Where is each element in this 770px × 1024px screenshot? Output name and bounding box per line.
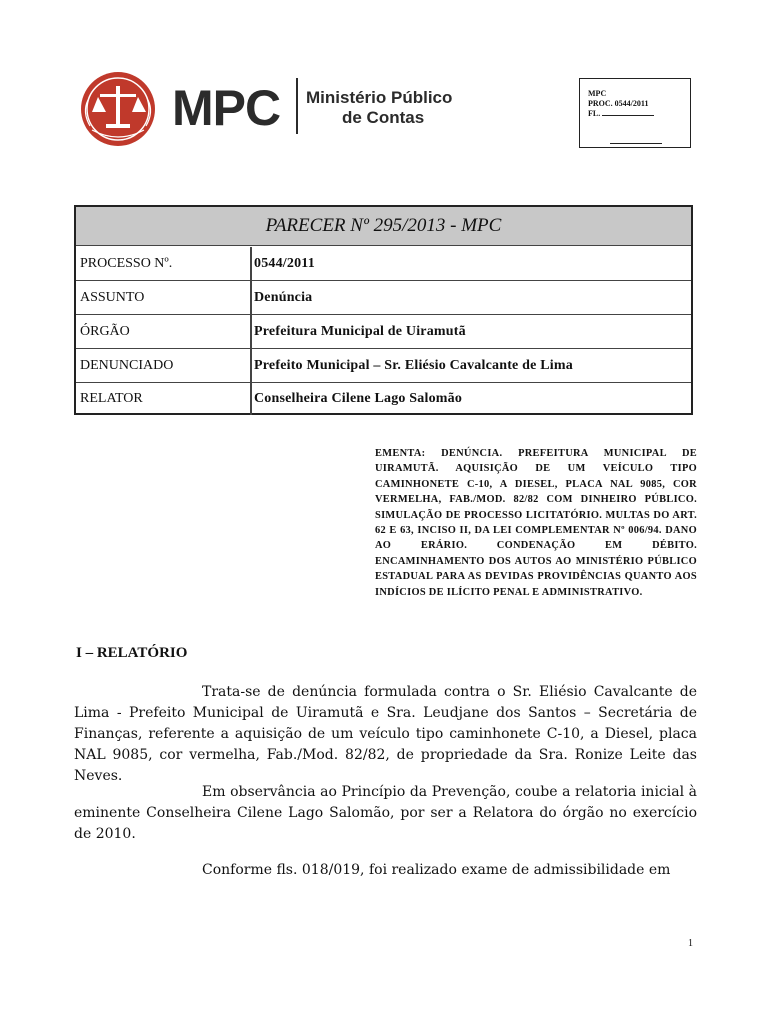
seal-icon — [76, 70, 160, 148]
column-divider — [250, 281, 252, 314]
table-row-orgao — [76, 315, 691, 349]
stamp-fl-label: FL. — [588, 109, 601, 118]
column-divider — [250, 247, 252, 280]
logo-divider — [296, 78, 298, 134]
logo-mark: MPC — [172, 80, 281, 136]
table-row-assunto — [76, 281, 691, 315]
table-row-processo — [76, 247, 691, 281]
ementa-summary: EMENTA: DENÚNCIA. PREFEITURA MUNICIPAL DE UIRAMUTÃ. AQUISIÇÃO DE UM VEÍCULO TIPO CAMINHONETE C-10, A DIESEL, PLACA NAL 9085, COR VERMELHA, FAB./MOD. 82/82 COM DINHEIRO PÚBLICO. SIMULAÇÃO DE PROCESSO LICITATÓRIO. MULTAS DO ART. 62 E 63, INCISO II, DA LEI COMPLEMENTAR Nº 006/94. DANO AO ERÁRIO. CONDENAÇÃO EM DÉBITO. ENCAMINHAMENTO DOS AUTOS AO MINISTÉRIO PÚBLICO ESTADUAL PARA AS DEVIDAS PROVIDÊNCIAS QUANTO AOS INDÍCIOS DE ILÍCITO PENAL E ADMINISTRATIVO. — [375, 448, 697, 598]
row-value: 0544/2011 — [254, 256, 315, 271]
paragraph-text: Conforme fls. 018/019, foi realizado exame de admissibilidade em — [202, 862, 671, 878]
row-value: Prefeito Municipal – Sr. Eliésio Cavalcante de Lima — [254, 358, 573, 373]
body-paragraph-3 — [74, 860, 697, 881]
body-paragraph-1 — [74, 682, 697, 787]
stamp-signature-line — [610, 143, 662, 144]
column-divider — [250, 349, 252, 382]
opinion-title: PARECER Nº 295/2013 - MPC — [76, 207, 691, 246]
paragraph-text: Trata-se de denúncia formulada contra o Sr. Eliésio Cavalcante de Lima - Prefeito Municipal de Uiramutã e Sra. Leudjane dos Santos – Secretária de Finanças, referente a aquisição de um veículo tipo caminhonete C-10, a Diesel, placa NAL 9085, cor vermelha, Fab./Mod. 82/82, de propriedade da Sra. Ronize Leite das Neves. — [74, 684, 697, 784]
stamp-line1: MPC — [588, 89, 607, 98]
row-value: Prefeitura Municipal de Uiramutã — [254, 324, 466, 339]
row-label: DENUNCIADO — [80, 358, 174, 373]
row-label: RELATOR — [80, 391, 143, 406]
page-number: 1 — [688, 938, 693, 949]
mpc-logo — [76, 70, 476, 150]
row-value: Denúncia — [254, 290, 313, 305]
table-row-denunciado — [76, 349, 691, 383]
info-table — [74, 205, 693, 415]
column-divider — [250, 382, 252, 415]
stamp-line2: PROC. 0544/2011 — [588, 99, 649, 108]
row-label: ÓRGÃO — [80, 324, 130, 339]
table-row-relator — [76, 382, 691, 415]
column-divider — [250, 315, 252, 348]
stamp-line3 — [588, 109, 690, 119]
row-label: ASSUNTO — [80, 290, 145, 305]
section-heading-relatorio: I – RELATÓRIO — [76, 645, 188, 661]
org-name-line2: de Contas — [342, 108, 425, 127]
protocol-stamp — [579, 78, 691, 148]
row-value: Conselheira Cilene Lago Salomão — [254, 391, 463, 406]
org-name-line1: Ministério Público — [306, 88, 453, 107]
body-paragraph-2 — [74, 782, 697, 845]
row-label: PROCESSO Nº. — [80, 256, 173, 271]
stamp-fl-blank — [602, 115, 654, 116]
paragraph-text: Em observância ao Princípio da Prevenção, coube a relatoria inicial à eminente Conselheira Cilene Lago Salomão, por ser a Relatora do órgão no exercício de 2010. — [74, 784, 697, 842]
